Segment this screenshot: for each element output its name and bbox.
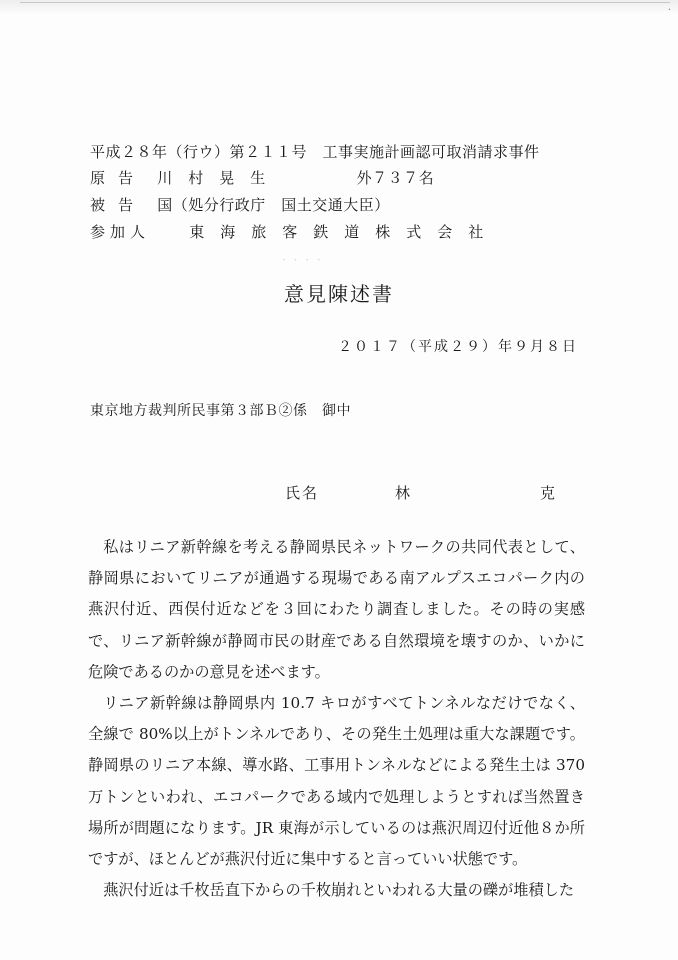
defendant-label: 被告 bbox=[90, 196, 147, 214]
document-title: 意見陳述書 bbox=[284, 282, 394, 306]
plaintiff-label: 原告 bbox=[90, 169, 147, 187]
paragraph: 私はリニア新幹線を考える静岡県民ネットワークの共同代表として、静岡県においてリニアが通過する現場である南アルプスエコパーク内の燕沢付近、西俣付近などを３回にわたり調査しました。その時の実感で、リニア新幹線が静岡市民の財産である自然環境を壊すのか、いかに危険であるのかの意見を述べます。 bbox=[88, 538, 585, 681]
plaintiff-extra: 外７３７名 bbox=[356, 169, 435, 187]
participant-name: 東 海 旅 客 鉄 道 株 式 会 社 bbox=[189, 223, 484, 241]
scan-mark: . bbox=[667, 2, 672, 13]
paragraph: リニア新幹線は静岡県内 10.7 キロがすべてトンネルなだけでなく、全線で 80%以上がトンネルであり、その発生土処理は重大な課題です。静岡県のリニア本線、導水路、工事用トンネルなどによる発生土は 370 万トンといわれ、エコパークである域内で処理しようとすれば当然置き場所が問題になります。JR 東海が示しているのは燕沢周辺付近他８か所ですが、ほとんどが燕沢付近に集中すると言っていい状態です。 bbox=[88, 694, 585, 869]
case-number-line: 平成２８年（行ウ）第２１１号 工事実施計画認可取消請求事件 bbox=[90, 143, 540, 161]
participant-label: 参加人 bbox=[90, 223, 151, 241]
signature-label: 氏名 bbox=[285, 484, 320, 502]
defendant-name: 国（処分行政庁 国土交通大臣） bbox=[157, 196, 390, 214]
signature-name-first: 林 bbox=[395, 484, 411, 502]
plaintiff-name: 川 村 晃 生 bbox=[157, 169, 266, 187]
paragraph: 燕沢付近は千枚岳直下からの千枚崩れといわれる大量の礫が堆積した bbox=[103, 881, 574, 900]
document-date: ２０１７（平成２９）年９月８日 bbox=[338, 339, 578, 355]
signature-name-second: 克 bbox=[540, 484, 556, 502]
defendant-line bbox=[90, 194, 390, 215]
participant-line bbox=[90, 221, 484, 242]
statement-body bbox=[88, 532, 585, 906]
bleed-through-mark: · · · · bbox=[282, 253, 323, 267]
scan-line bbox=[20, 2, 670, 3]
plaintiff-line bbox=[90, 167, 434, 188]
addressee: 東京地方裁判所民事第３部Ｂ②係 御中 bbox=[90, 403, 351, 419]
